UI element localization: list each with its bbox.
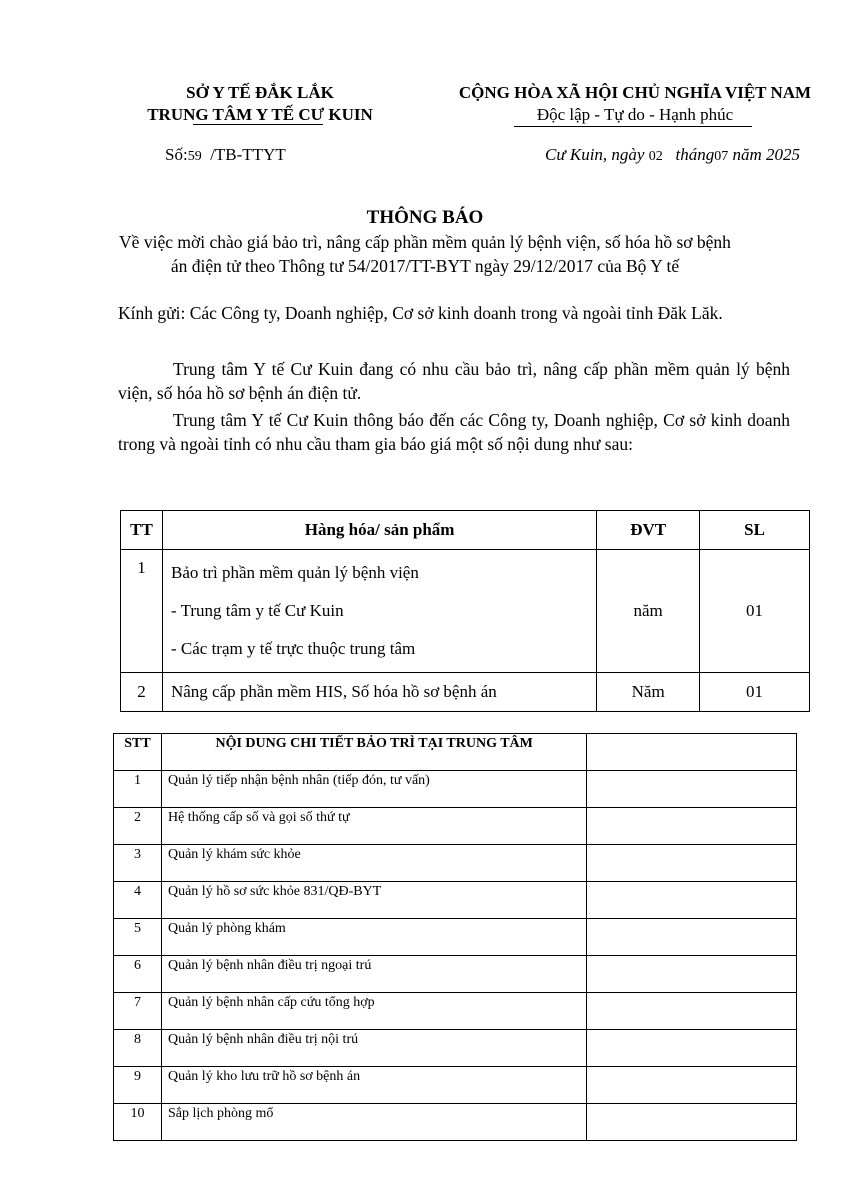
doc-number-value: 59: [187, 149, 202, 164]
row-content: Quản lý bệnh nhân cấp cứu tổng hợp: [161, 993, 586, 1030]
product-line: - Các trạm y tế trực thuộc trung tâm: [170, 639, 416, 658]
row-number: 10: [114, 1104, 162, 1141]
products-table: [120, 510, 810, 712]
table-row: [114, 1030, 797, 1067]
row-extra: [587, 993, 797, 1030]
row-extra: [587, 882, 797, 919]
row-number: 3: [114, 845, 162, 882]
row-number: 5: [114, 919, 162, 956]
row-content: Quản lý kho lưu trữ hồ sơ bệnh án: [161, 1067, 586, 1104]
product-line: Bảo trì phần mềm quản lý bệnh viện: [170, 563, 419, 582]
table-row: [121, 673, 810, 712]
date-month: 07: [714, 149, 729, 164]
document-title: THÔNG BÁO: [366, 207, 484, 228]
org-underline: [193, 124, 323, 125]
row-number: 1: [114, 771, 162, 808]
row-content: Quản lý bệnh nhân điều trị nội trú: [161, 1030, 586, 1067]
date-day: 02: [648, 149, 663, 164]
col-header-extra: [587, 734, 797, 771]
row-number: 9: [114, 1067, 162, 1104]
row-content: Quản lý bệnh nhân điều trị ngoại trú: [161, 956, 586, 993]
col-header-tt: TT: [121, 511, 163, 550]
row-content: Hệ thống cấp số và gọi số thứ tự: [161, 808, 586, 845]
table-row: [114, 1067, 797, 1104]
doc-number-suffix: /TB-TTYT: [210, 145, 286, 164]
product-cell: Nâng cấp phần mềm HIS, Số hóa hồ sơ bệnh án: [162, 673, 596, 712]
col-header-product: Hàng hóa/ sản phẩm: [162, 511, 596, 550]
date-year: năm 2025: [732, 145, 800, 164]
table-row: [121, 550, 810, 673]
row-extra: [587, 808, 797, 845]
row-extra: [587, 1030, 797, 1067]
row-number: 8: [114, 1030, 162, 1067]
row-content: Sắp lịch phòng mổ: [161, 1104, 586, 1141]
table-row: [114, 808, 797, 845]
org-department: SỞ Y TẾ ĐẮK LẮK: [186, 83, 334, 102]
row-extra: [587, 845, 797, 882]
row-number: 2: [121, 673, 163, 712]
detail-header-row: [114, 734, 797, 771]
date-month-label: tháng: [675, 145, 715, 164]
document-date: [545, 145, 800, 165]
product-line: - Trung tâm y tế Cư Kuin: [170, 601, 344, 620]
document-subtitle: Về việc mời chào giá bảo trì, nâng cấp phần mềm quản lý bệnh viện, số hóa hồ sơ bệnh án điện tử theo Thông tư 54/2017/TT-BYT ngày 29/12/2017 của Bộ Y tế: [119, 232, 731, 276]
row-content: Quản lý khám sức khỏe: [161, 845, 586, 882]
paragraph-1: Trung tâm Y tế Cư Kuin đang có nhu cầu bảo trì, nâng cấp phần mềm quản lý bệnh viện, số hóa hồ sơ bệnh án điện tử.: [118, 359, 790, 403]
table-row: [114, 919, 797, 956]
col-header-qty: SL: [700, 511, 810, 550]
qty-cell: 01: [700, 550, 810, 673]
row-extra: [587, 919, 797, 956]
recipient-line: Kính gửi: Các Công ty, Doanh nghiệp, Cơ sở kinh doanh trong và ngoài tỉnh Đăk Lăk.: [118, 303, 723, 323]
nation-motto: Độc lập - Tự do - Hạnh phúc: [536, 105, 734, 124]
nation-name: CỘNG HÒA XÃ HỘI CHỦ NGHĨA VIỆT NAM: [458, 83, 812, 102]
national-heading: [430, 82, 840, 126]
unit-cell: Năm: [597, 673, 700, 712]
product-cell: [162, 550, 596, 673]
document-number: [165, 145, 286, 165]
maintenance-detail-table: [113, 733, 797, 1141]
qty-cell: 01: [700, 673, 810, 712]
unit-cell: năm: [597, 550, 700, 673]
table-row: [114, 1104, 797, 1141]
row-extra: [587, 1104, 797, 1141]
row-content: Quản lý hồ sơ sức khỏe 831/QĐ-BYT: [161, 882, 586, 919]
motto-underline: [514, 126, 752, 127]
row-number: 2: [114, 808, 162, 845]
date-prefix: Cư Kuin, ngày: [545, 145, 645, 164]
col-header-unit: ĐVT: [597, 511, 700, 550]
org-center: TRUNG TÂM Y TẾ CƯ KUIN: [147, 105, 373, 124]
table-row: [114, 993, 797, 1030]
row-number: 6: [114, 956, 162, 993]
table-row: [114, 771, 797, 808]
col-header-content: NỘI DUNG CHI TIẾT BẢO TRÌ TẠI TRUNG TÂM: [161, 734, 586, 771]
row-content: Quản lý tiếp nhận bệnh nhân (tiếp đón, tư vấn): [161, 771, 586, 808]
table-row: [114, 845, 797, 882]
table-row: [114, 956, 797, 993]
row-content: Quản lý phòng khám: [161, 919, 586, 956]
issuing-organization: [110, 82, 410, 126]
row-extra: [587, 1067, 797, 1104]
row-extra: [587, 771, 797, 808]
row-extra: [587, 956, 797, 993]
doc-number-prefix: Số:: [165, 145, 188, 164]
col-header-stt: STT: [114, 734, 162, 771]
row-number: 1: [121, 550, 163, 673]
row-number: 4: [114, 882, 162, 919]
table-row: [114, 882, 797, 919]
paragraph-2: Trung tâm Y tế Cư Kuin thông báo đến các Công ty, Doanh nghiệp, Cơ sở kinh doanh trong và ngoài tỉnh có nhu cầu tham gia báo giá một số nội dung như sau:: [118, 410, 790, 454]
products-header-row: [121, 511, 810, 550]
row-number: 7: [114, 993, 162, 1030]
